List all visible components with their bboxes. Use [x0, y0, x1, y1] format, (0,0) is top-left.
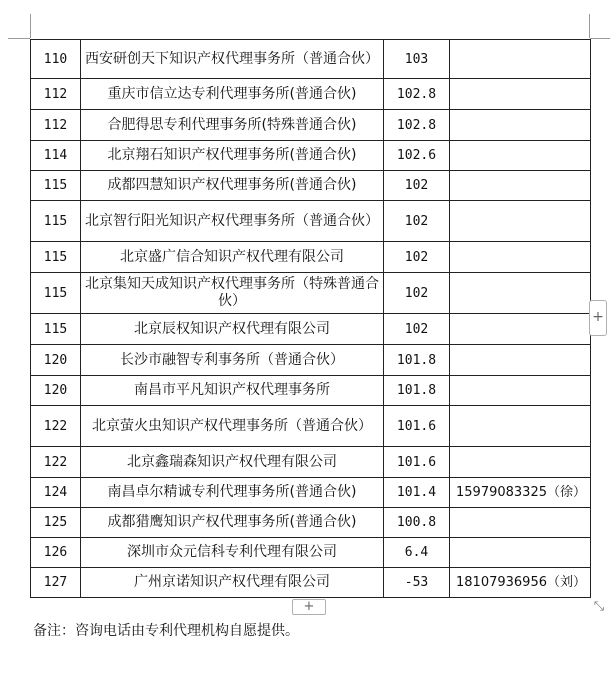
agency-name-cell[interactable]: 成都四慧知识产权代理事务所(普通合伙) — [81, 171, 384, 201]
table-row — [31, 273, 591, 314]
agency-name-cell[interactable]: 深圳市众元信科专利代理有限公司 — [81, 538, 384, 568]
rank-cell[interactable]: 120 — [31, 376, 81, 406]
agency-ranking-table — [30, 39, 591, 598]
agency-name-cell[interactable]: 北京盛广信合知识产权代理有限公司 — [81, 242, 384, 273]
table-row — [31, 201, 591, 242]
score-cell[interactable]: 101.6 — [384, 406, 450, 447]
agency-name-cell[interactable]: 西安研创天下知识产权代理事务所（普通合伙） — [81, 40, 384, 79]
score-cell[interactable]: 6.4 — [384, 538, 450, 568]
rank-cell[interactable]: 122 — [31, 447, 81, 478]
add-column-button[interactable]: + — [589, 300, 607, 336]
agency-name-cell[interactable]: 北京萤火虫知识产权代理事务所（普通合伙） — [81, 406, 384, 447]
contact-cell[interactable] — [450, 447, 591, 478]
score-cell[interactable]: 101.4 — [384, 478, 450, 508]
contact-cell[interactable] — [450, 79, 591, 110]
rank-cell[interactable]: 115 — [31, 242, 81, 273]
table-row — [31, 171, 591, 201]
footnote-text: 备注：咨询电话由专利代理机构自愿提供。 — [33, 623, 299, 639]
rank-cell[interactable]: 122 — [31, 406, 81, 447]
agency-name-cell[interactable]: 北京鑫瑞森知识产权代理有限公司 — [81, 447, 384, 478]
table-row — [31, 345, 591, 376]
score-cell[interactable]: 102.8 — [384, 110, 450, 141]
rank-cell[interactable]: 112 — [31, 110, 81, 141]
rank-cell[interactable]: 120 — [31, 345, 81, 376]
table-row — [31, 447, 591, 478]
crop-mark-top-left-horizontal — [8, 38, 30, 39]
contact-cell[interactable] — [450, 406, 591, 447]
agency-name-cell[interactable]: 合肥得思专利代理事务所(特殊普通合伙) — [81, 110, 384, 141]
crop-mark-top-right-horizontal — [590, 38, 610, 39]
contact-cell[interactable] — [450, 141, 591, 171]
table-resize-icon[interactable]: ⤡ — [593, 599, 605, 614]
rank-cell[interactable]: 124 — [31, 478, 81, 508]
score-cell[interactable]: 100.8 — [384, 508, 450, 538]
contact-cell[interactable] — [450, 40, 591, 79]
agency-name-cell[interactable]: 长沙市融智专利事务所（普通合伙） — [81, 345, 384, 376]
agency-name-cell[interactable]: 北京辰权知识产权代理有限公司 — [81, 314, 384, 345]
contact-cell[interactable] — [450, 376, 591, 406]
contact-cell[interactable]: 15979083325（徐） — [450, 478, 591, 508]
table-row — [31, 242, 591, 273]
table-row — [31, 314, 591, 345]
agency-name-cell[interactable]: 南昌卓尔精诚专利代理事务所(普通合伙) — [81, 478, 384, 508]
contact-cell[interactable] — [450, 538, 591, 568]
agency-name-cell[interactable]: 北京智行阳光知识产权代理事务所（普通合伙） — [81, 201, 384, 242]
score-cell[interactable]: 102.6 — [384, 141, 450, 171]
table-row — [31, 538, 591, 568]
agency-name-cell[interactable]: 北京集知天成知识产权代理事务所（特殊普通合伙） — [81, 273, 384, 314]
rank-cell[interactable]: 115 — [31, 273, 81, 314]
crop-mark-top-left-vertical — [30, 14, 31, 38]
score-cell[interactable]: 103 — [384, 40, 450, 79]
score-cell[interactable]: 102 — [384, 171, 450, 201]
agency-name-cell[interactable]: 南昌市平凡知识产权代理事务所 — [81, 376, 384, 406]
agency-name-cell[interactable]: 北京翔石知识产权代理事务所(普通合伙) — [81, 141, 384, 171]
score-cell[interactable]: 102 — [384, 242, 450, 273]
rank-cell[interactable]: 114 — [31, 141, 81, 171]
table-row — [31, 406, 591, 447]
contact-cell[interactable] — [450, 345, 591, 376]
agency-name-cell[interactable]: 广州京诺知识产权代理有限公司 — [81, 568, 384, 598]
contact-cell[interactable] — [450, 201, 591, 242]
rank-cell[interactable]: 126 — [31, 538, 81, 568]
score-cell[interactable]: 101.8 — [384, 345, 450, 376]
table-row — [31, 79, 591, 110]
contact-cell[interactable] — [450, 314, 591, 345]
contact-cell[interactable] — [450, 110, 591, 141]
score-cell[interactable]: -53 — [384, 568, 450, 598]
table-row — [31, 110, 591, 141]
rank-cell[interactable]: 110 — [31, 40, 81, 79]
table-row — [31, 568, 591, 598]
contact-cell[interactable]: 18107936956（刘） — [450, 568, 591, 598]
score-cell[interactable]: 102 — [384, 273, 450, 314]
table-row — [31, 40, 591, 79]
score-cell[interactable]: 101.8 — [384, 376, 450, 406]
rank-cell[interactable]: 112 — [31, 79, 81, 110]
agency-name-cell[interactable]: 成都猎鹰知识产权代理事务所(普通合伙) — [81, 508, 384, 538]
rank-cell[interactable]: 115 — [31, 201, 81, 242]
table-row — [31, 508, 591, 538]
add-row-button[interactable]: + — [292, 599, 326, 615]
contact-cell[interactable] — [450, 171, 591, 201]
score-cell[interactable]: 102.8 — [384, 79, 450, 110]
contact-cell[interactable] — [450, 273, 591, 314]
rank-cell[interactable]: 127 — [31, 568, 81, 598]
contact-cell[interactable] — [450, 242, 591, 273]
contact-cell[interactable] — [450, 508, 591, 538]
rank-cell[interactable]: 115 — [31, 171, 81, 201]
rank-cell[interactable]: 125 — [31, 508, 81, 538]
crop-mark-top-right-vertical — [589, 14, 590, 38]
table-row — [31, 376, 591, 406]
score-cell[interactable]: 102 — [384, 201, 450, 242]
table-row — [31, 478, 591, 508]
score-cell[interactable]: 102 — [384, 314, 450, 345]
score-cell[interactable]: 101.6 — [384, 447, 450, 478]
table-row — [31, 141, 591, 171]
agency-name-cell[interactable]: 重庆市信立达专利代理事务所(普通合伙) — [81, 79, 384, 110]
rank-cell[interactable]: 115 — [31, 314, 81, 345]
